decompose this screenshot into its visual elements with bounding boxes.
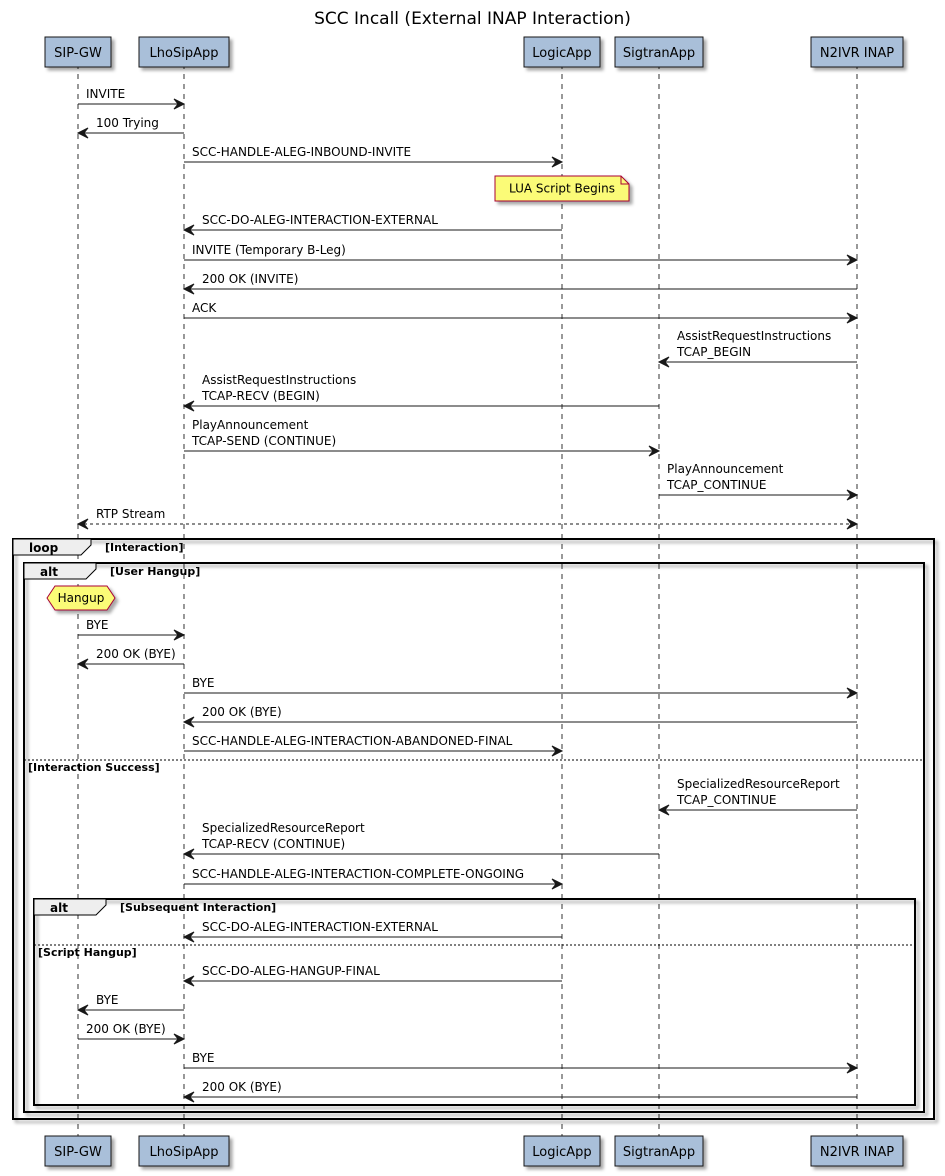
message-arrow[interactable] — [184, 734, 562, 756]
fragment-condition: [Interaction] — [105, 541, 184, 554]
message-arrow[interactable] — [184, 418, 659, 456]
message-arrow[interactable] — [184, 243, 857, 265]
participant-label: N2IVR INAP — [819, 1145, 895, 1160]
participant-label: SigtranApp — [622, 46, 696, 61]
message-label: BYE — [86, 618, 109, 632]
message-label: PlayAnnouncement — [192, 418, 309, 432]
message-arrow[interactable] — [184, 705, 857, 727]
message-label: SCC-DO-ALEG-INTERACTION-EXTERNAL — [202, 213, 438, 227]
message-label: PlayAnnouncement — [667, 462, 784, 476]
participant-n2-top[interactable] — [811, 37, 903, 67]
lifelines — [78, 54, 857, 1136]
message-label: INVITE — [86, 87, 126, 101]
participant-label: SIP-GW — [54, 46, 102, 61]
message-arrow[interactable] — [78, 993, 184, 1015]
fragment-condition: [Subsequent Interaction] — [120, 901, 277, 914]
participant-logic-bottom[interactable] — [524, 1136, 600, 1166]
message-label: SpecializedResourceReport — [677, 777, 840, 791]
participants — [45, 37, 903, 1166]
message-label: BYE — [96, 993, 119, 1007]
message-label: TCAP_CONTINUE — [677, 793, 777, 807]
fragment-kind: alt — [50, 901, 68, 915]
message-label: TCAP-RECV (BEGIN) — [202, 389, 320, 403]
message-label: AssistRequestInstructions — [202, 373, 357, 387]
message-arrow[interactable] — [184, 1080, 857, 1102]
message-label: TCAP_BEGIN — [677, 345, 752, 359]
message-arrow[interactable] — [78, 618, 184, 640]
message-label: ACK — [192, 301, 217, 315]
message-arrow[interactable] — [184, 964, 562, 986]
participant-n2-bottom[interactable] — [811, 1136, 903, 1166]
message-arrow[interactable] — [184, 920, 562, 942]
message-arrow[interactable] — [184, 676, 857, 698]
participant-label: LogicApp — [532, 1145, 592, 1160]
message-label: SpecializedResourceReport — [202, 821, 365, 835]
message-arrow[interactable] — [78, 507, 857, 529]
message-arrow[interactable] — [78, 647, 184, 669]
message-label: 200 OK (BYE) — [96, 647, 176, 661]
participant-sig-top[interactable] — [615, 37, 703, 67]
message-arrow[interactable] — [78, 1022, 184, 1044]
message-label: 200 OK (INVITE) — [202, 272, 299, 286]
message-label: INVITE (Temporary B-Leg) — [192, 243, 346, 257]
fragment-else-condition: [Script Hangup] — [38, 946, 137, 959]
message-arrow[interactable] — [659, 462, 857, 500]
message-arrow[interactable] — [184, 301, 857, 323]
message-label: TCAP_CONTINUE — [667, 478, 767, 492]
message-arrow[interactable] — [184, 373, 659, 411]
message-label: SCC-DO-ALEG-HANGUP-FINAL — [202, 964, 380, 978]
participant-label: LhoSipApp — [149, 46, 219, 61]
message-arrow[interactable] — [184, 821, 659, 859]
message-label: BYE — [192, 1051, 215, 1065]
message-arrow[interactable] — [659, 329, 857, 367]
message-arrow[interactable] — [78, 87, 184, 109]
message-label: AssistRequestInstructions — [677, 329, 832, 343]
participant-label: SigtranApp — [622, 1145, 696, 1160]
message-label: RTP Stream — [96, 507, 166, 521]
participant-label: N2IVR INAP — [819, 46, 895, 61]
fragment-kind: alt — [40, 565, 58, 579]
message-label: SCC-HANDLE-ALEG-INTERACTION-COMPLETE-ONGOING — [192, 867, 525, 881]
participant-logic-top[interactable] — [524, 37, 600, 67]
message-arrow[interactable] — [184, 1051, 857, 1073]
note-text: LUA Script Begins — [509, 181, 615, 196]
fragment-kind: loop — [29, 541, 59, 555]
diagram-title: SCC Incall (External INAP Interaction) — [314, 9, 631, 29]
participant-sipgw-bottom[interactable] — [45, 1136, 111, 1166]
message-label: 200 OK (BYE) — [86, 1022, 166, 1036]
note — [495, 176, 629, 201]
message-label: TCAP-SEND (CONTINUE) — [192, 434, 337, 448]
message-arrow[interactable] — [184, 213, 562, 235]
participant-label: LhoSipApp — [149, 1145, 219, 1160]
message-label: BYE — [192, 676, 215, 690]
message-label: TCAP-RECV (CONTINUE) — [202, 837, 346, 851]
message-label: SCC-HANDLE-ALEG-INTERACTION-ABANDONED-FINAL — [192, 734, 513, 748]
message-label: 200 OK (BYE) — [202, 1080, 282, 1094]
message-arrow[interactable] — [78, 116, 184, 138]
participant-lho-bottom[interactable] — [139, 1136, 229, 1166]
message-arrow[interactable] — [659, 777, 857, 815]
messages — [78, 87, 857, 1102]
note-text: Hangup — [57, 591, 105, 605]
message-label: 200 OK (BYE) — [202, 705, 282, 719]
participant-sig-bottom[interactable] — [615, 1136, 703, 1166]
message-arrow[interactable] — [184, 272, 857, 294]
participant-label: SIP-GW — [54, 1145, 102, 1160]
participant-lho-top[interactable] — [139, 37, 229, 67]
fragment-else-condition: [Interaction Success] — [28, 761, 160, 774]
fragment-condition: [User Hangup] — [110, 565, 201, 578]
message-arrow[interactable] — [184, 867, 562, 889]
message-label: SCC-DO-ALEG-INTERACTION-EXTERNAL — [202, 920, 438, 934]
participant-sipgw-top[interactable] — [45, 37, 111, 67]
participant-label: LogicApp — [532, 46, 592, 61]
message-arrow[interactable] — [184, 145, 562, 167]
fragment-alt — [34, 899, 915, 1105]
message-label: SCC-HANDLE-ALEG-INBOUND-INVITE — [192, 145, 412, 159]
message-label: 100 Trying — [96, 116, 159, 130]
hangup-hexagon-note — [47, 586, 115, 610]
